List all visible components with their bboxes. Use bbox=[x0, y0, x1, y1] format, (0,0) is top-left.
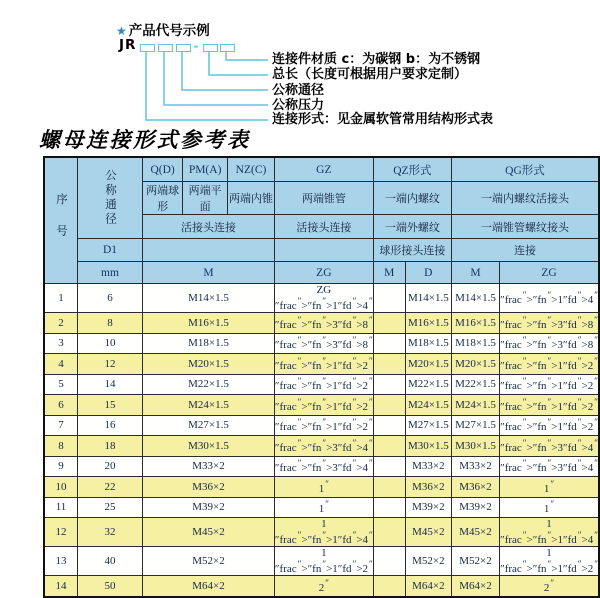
cell-qg-zg: ″frac″>″fn″>3″fd″>8″ bbox=[500, 333, 599, 354]
cell-qz-d: M24×1.5 bbox=[405, 395, 451, 416]
cell-qz-m bbox=[373, 436, 405, 457]
header-pm-sub: 两端平面 bbox=[183, 182, 228, 215]
cell-qg-zg: ″frac″>″fn″>1″fd″>2″ bbox=[500, 395, 599, 416]
cell-qz-m bbox=[373, 576, 405, 597]
header-qz-sub2: 一端外螺纹 bbox=[373, 215, 451, 239]
cell-thread-m: M64×2 bbox=[143, 576, 275, 597]
cell-qz-d: M52×2 bbox=[405, 547, 451, 576]
cell-dn: 16 bbox=[78, 415, 143, 436]
cell-qg-m: M20×1.5 bbox=[451, 354, 499, 375]
header-empty-left bbox=[143, 239, 275, 262]
cell-qz-m bbox=[373, 415, 405, 436]
cell-thread-m: M30×1.5 bbox=[143, 436, 275, 457]
cell-gz-zg: ″frac″>″fn″>3″fd″>8″ bbox=[274, 333, 373, 354]
cell-gz-zg: ZG ″frac″>″fn″>1″fd″>4″ bbox=[274, 284, 373, 312]
cell-qz-d: M30×1.5 bbox=[405, 436, 451, 457]
cell-thread-m: M22×1.5 bbox=[143, 374, 275, 395]
cell-dn: 18 bbox=[78, 436, 143, 457]
header-qz-sub1: 一端内螺纹 bbox=[373, 182, 451, 215]
cell-dn: 15 bbox=[78, 395, 143, 416]
cell-dn: 8 bbox=[78, 313, 143, 334]
table-row bbox=[44, 547, 599, 576]
cell-gz-zg: ″frac″>″fn″>1″fd″>2″ bbox=[274, 395, 373, 416]
cell-qz-m bbox=[373, 284, 405, 313]
cell-seq: 6 bbox=[44, 395, 78, 416]
cell-qg-zg: ″frac″>″fn″>3″fd″>4″ bbox=[500, 456, 599, 477]
cell-dn: 32 bbox=[78, 518, 143, 547]
cell-gz-zg: 1″ bbox=[274, 477, 373, 498]
cell-qz-m bbox=[373, 395, 405, 416]
cell-qz-m bbox=[373, 497, 405, 518]
cell-seq: 7 bbox=[44, 415, 78, 436]
header-col-qz-m: M bbox=[373, 262, 405, 284]
cell-qz-d: M16×1.5 bbox=[405, 313, 451, 334]
cell-qg-zg: 1 ″frac″>″fn″>1″fd″>4″ bbox=[500, 518, 598, 546]
cell-qg-zg: ″frac″>″fn″>1″fd″>2″ bbox=[500, 374, 599, 395]
cell-qg-m: M36×2 bbox=[451, 477, 499, 498]
cell-qz-m bbox=[373, 547, 405, 576]
label-nominal-dia: 公称通径 bbox=[272, 83, 325, 98]
table-row bbox=[44, 395, 599, 416]
cell-qz-d: M27×1.5 bbox=[405, 415, 451, 436]
header-qz-sub3: 球形接头连接 bbox=[373, 239, 451, 262]
cell-thread-m: M39×2 bbox=[143, 497, 275, 518]
header-d1: D1 bbox=[78, 239, 143, 262]
cell-qz-m bbox=[373, 477, 405, 498]
table-row bbox=[44, 354, 599, 375]
cell-thread-m: M27×1.5 bbox=[143, 415, 275, 436]
cell-qg-zg: ″frac″>″fn″>3″fd″>4″ bbox=[500, 436, 599, 457]
header-union-joint: 活接头连接 bbox=[143, 215, 275, 239]
header-mm: mm bbox=[78, 262, 143, 284]
cell-qg-m: M24×1.5 bbox=[451, 395, 499, 416]
cell-qg-m: M30×1.5 bbox=[451, 436, 499, 457]
cell-qz-m bbox=[373, 518, 405, 547]
table-title: 螺母连接形式参考表 bbox=[39, 127, 251, 152]
header-empty-gz bbox=[274, 239, 373, 262]
table-row bbox=[44, 576, 599, 597]
header-qg-sub1: 一端内螺纹活接头 bbox=[451, 182, 599, 215]
cell-gz-zg: 2″ bbox=[274, 576, 373, 597]
header-type-nz: NZ(C) bbox=[228, 157, 275, 182]
cell-qz-m bbox=[373, 333, 405, 354]
cell-qg-m: M27×1.5 bbox=[451, 415, 499, 436]
cell-dn: 10 bbox=[78, 333, 143, 354]
cell-dn: 14 bbox=[78, 374, 143, 395]
cell-seq: 4 bbox=[44, 354, 78, 375]
cell-thread-m: M20×1.5 bbox=[143, 354, 275, 375]
cell-qg-m: M22×1.5 bbox=[451, 374, 499, 395]
cell-qg-m: M16×1.5 bbox=[451, 313, 499, 334]
label-nominal-press: 公称压力 bbox=[272, 98, 325, 113]
header-type-gz: GZ bbox=[274, 157, 373, 182]
table-row bbox=[44, 333, 599, 354]
table-row bbox=[44, 436, 599, 457]
cell-qg-m: M14×1.5 bbox=[451, 284, 499, 313]
table-header bbox=[44, 157, 599, 284]
header-col-qg-m: M bbox=[451, 262, 499, 284]
header-qg-sub2: 一端锥管螺纹接头 bbox=[451, 215, 599, 239]
cell-seq: 11 bbox=[44, 497, 78, 518]
cell-seq: 9 bbox=[44, 456, 78, 477]
cell-gz-zg: ″frac″>″fn″>1″fd″>2″ bbox=[274, 415, 373, 436]
table-row bbox=[44, 518, 599, 547]
cell-dn: 25 bbox=[78, 497, 143, 518]
cell-qz-d: M14×1.5 bbox=[405, 284, 451, 313]
header-col-qg-zg: ZG bbox=[500, 262, 599, 284]
cell-thread-m: M24×1.5 bbox=[143, 395, 275, 416]
cell-seq: 14 bbox=[44, 576, 78, 597]
cell-qz-d: M36×2 bbox=[405, 477, 451, 498]
table-row bbox=[44, 284, 599, 313]
header-type-q: Q(D) bbox=[143, 157, 183, 182]
cell-thread-m: M14×1.5 bbox=[143, 284, 275, 313]
cell-gz-zg: ″frac″>″fn″>3″fd″>4″ bbox=[274, 456, 373, 477]
cell-seq: 8 bbox=[44, 436, 78, 457]
nut-connection-table bbox=[43, 156, 600, 598]
cell-seq: 2 bbox=[44, 313, 78, 334]
cell-qz-m bbox=[373, 354, 405, 375]
header-q-sub: 两端球形 bbox=[143, 182, 183, 215]
cell-qg-m: M18×1.5 bbox=[451, 333, 499, 354]
label-material: 连接件材质 c：为碳钢 b：为不锈钢 bbox=[272, 52, 481, 67]
cell-qz-m bbox=[373, 313, 405, 334]
header-nz-sub: 两端内锥 bbox=[228, 182, 275, 215]
header-union-joint-gz: 活接头连接 bbox=[274, 215, 373, 239]
cell-qg-zg: ″frac″>″fn″>1″fd″>4″ bbox=[500, 284, 599, 313]
table-row bbox=[44, 477, 599, 498]
cell-gz-zg: ″frac″>″fn″>1″fd″>2″ bbox=[274, 374, 373, 395]
cell-seq: 13 bbox=[44, 547, 78, 576]
cell-seq: 10 bbox=[44, 477, 78, 498]
cell-dn: 50 bbox=[78, 576, 143, 597]
label-total-length: 总长（长度可根据用户要求定制） bbox=[272, 67, 468, 82]
cell-dn: 20 bbox=[78, 456, 143, 477]
table-body bbox=[44, 284, 599, 597]
cell-gz-zg: ″frac″>″fn″>3″fd″>8″ bbox=[274, 313, 373, 334]
cell-seq: 5 bbox=[44, 374, 78, 395]
product-code-prefix: JR bbox=[119, 37, 137, 53]
cell-qg-zg: ″frac″>″fn″>1″fd″>2″ bbox=[500, 415, 599, 436]
cell-gz-zg: 1″ bbox=[274, 497, 373, 518]
cell-qg-m: M33×2 bbox=[451, 456, 499, 477]
header-col-m: M bbox=[143, 262, 275, 284]
cell-thread-m: M52×2 bbox=[143, 547, 275, 576]
cell-gz-zg: 1 ″frac″>″fn″>1″fd″>4″ bbox=[274, 518, 373, 546]
cell-gz-zg: ″frac″>″fn″>3″fd″>4″ bbox=[274, 436, 373, 457]
header-col-qz-d: D bbox=[405, 262, 451, 284]
header-type-qz: QZ形式 bbox=[373, 157, 451, 182]
table-row bbox=[44, 415, 599, 436]
cell-qg-zg: ″frac″>″fn″>1″fd″>2″ bbox=[500, 354, 599, 375]
cell-qg-m: M64×2 bbox=[451, 576, 499, 597]
cell-qg-zg: 2″ bbox=[500, 576, 599, 597]
cell-dn: 40 bbox=[78, 547, 143, 576]
cell-dn: 22 bbox=[78, 477, 143, 498]
cell-thread-m: M18×1.5 bbox=[143, 333, 275, 354]
cell-qg-zg: 1″ bbox=[500, 497, 599, 518]
cell-qz-m bbox=[373, 456, 405, 477]
cell-qg-m: M52×2 bbox=[451, 547, 499, 576]
cell-thread-m: M33×2 bbox=[143, 456, 275, 477]
cell-qg-zg: 1 ″frac″>″fn″>1″fd″>2″ bbox=[500, 547, 598, 575]
table-row bbox=[44, 456, 599, 477]
cell-gz-zg: ″frac″>″fn″>1″fd″>2″ bbox=[274, 354, 373, 375]
cell-qz-m bbox=[373, 374, 405, 395]
cell-qz-d: M39×2 bbox=[405, 497, 451, 518]
star-icon: ★ bbox=[116, 24, 127, 38]
cell-thread-m: M45×2 bbox=[143, 518, 275, 547]
cell-seq: 3 bbox=[44, 333, 78, 354]
label-connect-form: 连接形式：见金属软管常用结构形式表 bbox=[272, 112, 494, 127]
cell-qz-d: M45×2 bbox=[405, 518, 451, 547]
cell-dn: 6 bbox=[78, 284, 143, 313]
cell-qz-d: M33×2 bbox=[405, 456, 451, 477]
cell-qg-zg: 1″ bbox=[500, 477, 599, 498]
table-row bbox=[44, 497, 599, 518]
table-row bbox=[44, 374, 599, 395]
header-type-qg: QG形式 bbox=[451, 157, 599, 182]
header-dn: 公称通径 bbox=[78, 157, 143, 239]
cell-qz-d: M22×1.5 bbox=[405, 374, 451, 395]
cell-qg-zg: ″frac″>″fn″>3″fd″>8″ bbox=[500, 313, 599, 334]
cell-seq: 1 bbox=[44, 284, 78, 313]
cell-gz-zg: 1 ″frac″>″fn″>1″fd″>2″ bbox=[274, 547, 373, 575]
cell-qg-m: M45×2 bbox=[451, 518, 499, 547]
cell-thread-m: M36×2 bbox=[143, 477, 275, 498]
cell-dn: 12 bbox=[78, 354, 143, 375]
cell-qz-d: M64×2 bbox=[405, 576, 451, 597]
diagram-heading-text: 产品代号示例 bbox=[128, 23, 210, 39]
cell-seq: 12 bbox=[44, 518, 78, 547]
header-qg-sub3: 连接 bbox=[451, 239, 599, 262]
header-type-pm: PM(A) bbox=[183, 157, 228, 182]
code-separator: - bbox=[193, 39, 199, 53]
cell-qg-m: M39×2 bbox=[451, 497, 499, 518]
header-col-zg: ZG bbox=[274, 262, 373, 284]
header-seq: 序号 bbox=[44, 157, 78, 284]
cell-qz-d: M20×1.5 bbox=[405, 354, 451, 375]
cell-thread-m: M16×1.5 bbox=[143, 313, 275, 334]
table-row bbox=[44, 313, 599, 334]
cell-qz-d: M18×1.5 bbox=[405, 333, 451, 354]
header-gz-sub: 两端锥管 bbox=[274, 182, 373, 215]
